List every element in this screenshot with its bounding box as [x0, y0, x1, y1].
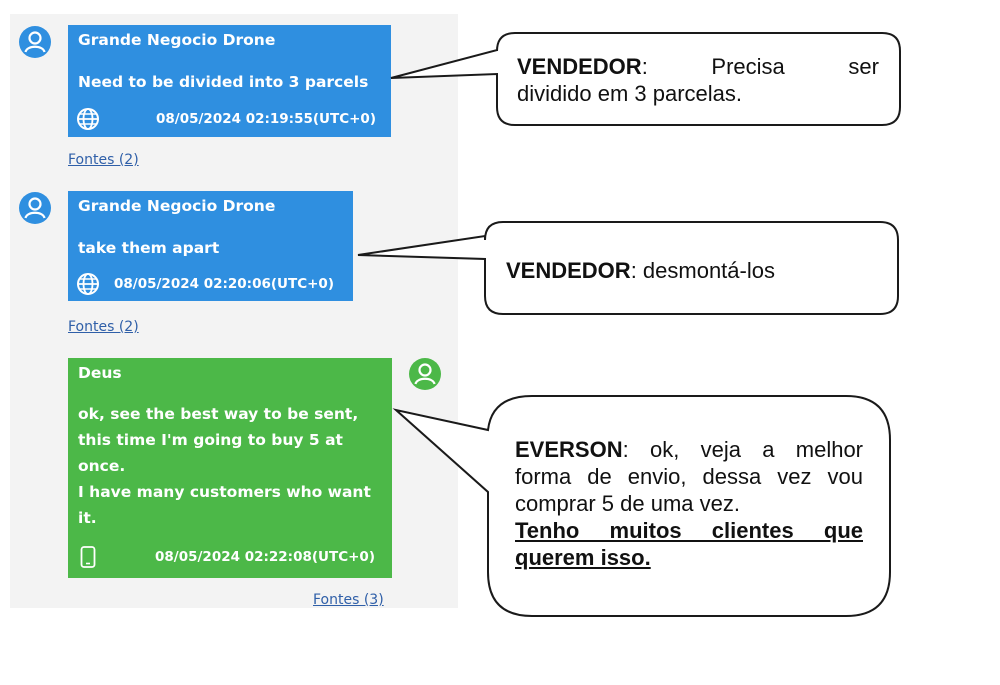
speaker-label: VENDEDOR: [517, 54, 642, 79]
message-sender: Deus: [78, 364, 122, 382]
callout-text-2: [506, 257, 886, 284]
speaker-label: VENDEDOR: [506, 258, 631, 283]
sources-link[interactable]: Fontes (3): [313, 592, 384, 608]
callout-line: : ok, veja a melhor: [622, 437, 863, 462]
callout-line: : Precisa ser: [641, 54, 879, 79]
message-timestamp: 08/05/2024 02:22:08(UTC+0): [155, 549, 375, 565]
message-text: ok, see the best way to be sent, this time I'm going to buy 5 at once. I have many customers who want it.: [78, 405, 371, 527]
sources-link[interactable]: Fontes (2): [68, 319, 139, 335]
callout-text-3: [515, 436, 863, 571]
message-sender: Grande Negocio Drone: [78, 31, 276, 49]
message-timestamp: 08/05/2024 02:20:06(UTC+0): [114, 276, 334, 292]
sources-link[interactable]: Fontes (2): [68, 152, 139, 168]
callout-line: comprar 5 de uma vez.: [515, 491, 740, 516]
callout-text-1: [517, 53, 879, 107]
speaker-label: EVERSON: [515, 437, 623, 462]
message-text: take them apart: [78, 239, 220, 257]
callout-line: : desmontá-los: [630, 258, 775, 283]
callout-emphasis: querem isso.: [515, 545, 651, 570]
message-sender: Grande Negocio Drone: [78, 197, 276, 215]
message-text: Need to be divided into 3 parcels: [78, 73, 369, 91]
callout-line: forma de envio, dessa vez vou: [515, 464, 863, 489]
message-timestamp: 08/05/2024 02:19:55(UTC+0): [156, 111, 376, 127]
callout-line: dividido em 3 parcelas.: [517, 81, 743, 106]
callout-emphasis: Tenho muitos clientes que: [515, 518, 863, 543]
